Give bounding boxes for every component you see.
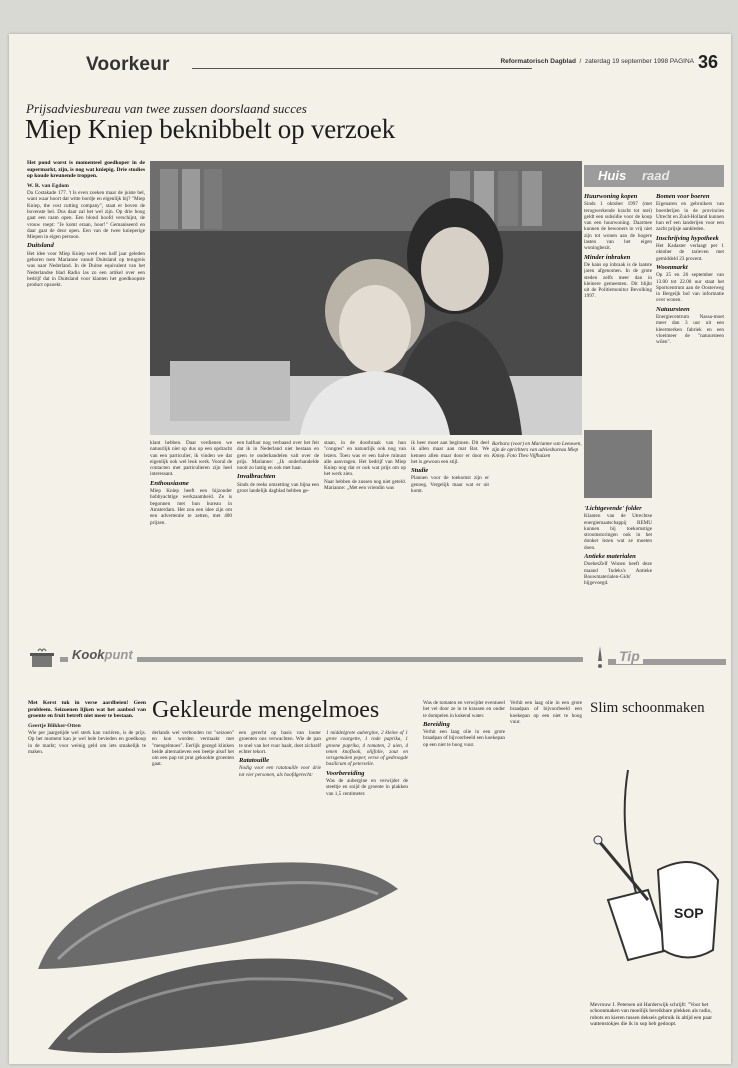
article-photo [150,161,582,435]
sidebar-text: Het Kadaster verlaagt per 1 oktober de tarieven met gemiddeld 23 procent. [656,243,724,262]
bottle-label: SOP [674,905,704,921]
article2-column-6 [510,700,582,1050]
sidebar-photo [584,430,652,498]
sidebar-text: Eigenaren en gebruikers van boerderijen in de provincies Utrecht en Zuid-Holland kunnen hun erf een landerijen voor een zacht prijsje aankleden. [656,201,724,233]
section-heading: Bereiding [423,720,450,728]
sidebar-heading: Bomen voor boeren [656,193,710,200]
body-text: Was de tomaten en verwijder eventueel het vel door ze in te krassen en onder te dompelen in kokend water. [423,700,505,719]
page-header [82,52,722,80]
kookpunt-label [68,647,137,662]
body-text: Da Costakade 177. 't Is even zoeken maar de juiste bel, want waar hoort dat witte bordje en eigenlijk bij? "Miep Kniep, the cost cutting company", staat er boven de bovenste bel. Dus daar zal het wel zijn. Op drie hoog gaat een raam open. Een blond hoofd verschijnt, de vrouw roept: "Je komt eraan, hoor!" Gemaniseerd en daar gaat de deur open. Een van de twee knieperige Miepen in eigen persoon. [27,190,145,241]
sidebar-heading: 'Lichtgevende' folder [584,505,642,512]
issue-date: zaterdag 19 september 1998 [584,58,669,65]
sidebar-text: De kans op inbraak is de laatste jaren afgenomen. In de grote steden zelfs meer dan in kleinere gemeenten. Dit blijkt uit de Politiemonitor Bevolking 1997. [584,261,652,300]
article-column-1 [27,160,145,640]
article-column-2 [150,440,232,640]
body-text: Verhit een laag olie in een grote braadpan of bijvoorbeeld een koekepan op een niet te hoog vuur. [510,700,582,725]
body-text: klant hebben. Daar verdienen we natuurlijk niet op dus op een opdracht van een particulier, ik vinden we dat eigenlijk ook wel leuk werk. Vooral de contacten met particulieren zijn heel interessant. [150,440,232,478]
section-title: Voorkeur [86,54,170,75]
masthead: Reformatorisch Dagblad / zaterdag 19 september 1998 PAGINA [500,58,694,65]
body-text: Was de aubergine en verwijder de steeltje en snijd de groente in plakken van 1,5 centimeter. [326,778,408,797]
photo-illustration [150,161,582,435]
section-heading: Studie [411,467,429,475]
header-rule [192,68,532,69]
article-lead: Het pond worst is momenteel goedkoper in de supermarkt, zijn, is nog wat kniepig. Drie studies op koude kreunende troppen. [27,160,145,180]
kookpunt-banner [28,645,583,669]
body-text: Sinds de reeks omzetting van bijna een groot landelijk dagblad hebben ge- [237,481,319,495]
article2-column-2 [152,730,234,848]
sidebar-text: Sinds 1 oktober 1997 (met terugwerkende kracht tot mei) geldt een subsidie voor de koop van een huurwoning. Daarmee kunnen de bewoners in vrij niet zijn tot wonen aan de hogere lasten van het eigen woningbezit. [584,201,652,252]
paper-name: Reformatorisch Dagblad [500,58,576,65]
sidebar-heading: Woonmarkt [656,263,688,271]
sidebar-heading: Inschrijving hypotheek [656,234,719,242]
recipe-heading: Ratatouille [239,757,270,765]
section-heading: Voorbereiding [326,769,365,777]
body-text: ik heer moet aan beginnen. Dit deel ik allen maar aan mat Bat. We kennen allen maar door er door en het is gewoon een stijl. [411,440,489,465]
article-title: Miep Kniep beknibbelt op verzoek [25,114,395,144]
body-text: Miep Kniep heeft een bijzonder hobbyachtige werkzaamheid. Ze is begonnen met hun bureau in Amsterdam. Het zou een idee zijn om een advertentie te zetten, met 400 prijzen. [150,488,232,526]
recipe-ingredients: 1 middelgrote aubergine, 2 kleine of 1 grote courgette, 1 rode paprika, 1 groene paprika, 4 tomaten, 2 uien, 4 tenen knoflook, olijfolie, zout en versgemalen peper, verse of gedroogde basilicum of peterselie. [326,730,408,768]
sidebar-column-1 [584,191,652,427]
article2-byline: Geertje Blikker-Otten [28,722,81,729]
tip-label: Tip [616,648,643,664]
tip-banner [586,645,726,669]
sidebar-text: Energiecentrum Nassa-moet meer dan 3 uur uit een kleermerken fabriek en een vloeimeer de "natuursteen wilen". [656,314,724,346]
section-heading: Duitsland [27,242,54,250]
sidebar-text: DoehetZelf Wonen heeft deze maand 'Indeks's Antieke Bouwmaterialen-Gids' bijgevoegd. [584,561,652,587]
zucchini-illustration [28,849,418,1061]
exclamation-icon [590,645,610,669]
body-text: staan, in de doorbraak van hun "congres" en natuurlijk ook nog van lezers. Toen was er een halve minuut alle aanvragen. Het bedrijf van Miep Kniep nog dat er ook wat prijs om op het werk zien. [324,440,406,478]
sidebar-title-b: raad [642,168,670,183]
sidebar-heading: Natuursteen [656,305,690,313]
tip-caption: Mevrouw J. Petersen uit Harderwijk schrijft: "Voor het schoonmaken van moeilijk bereikbare plekken als radio, robots en kieren tussen deksels gebruik ik altijd een paar wattenstokjes die ik in sop heb gedoopt. [590,1002,713,1028]
sidebar-heading: Antieke materialen [584,553,636,561]
article2-column-5 [423,700,505,1050]
article-column-4 [324,440,406,640]
article-byline: W. R. van Egdom [27,182,69,189]
kookpunt-bar [60,657,583,662]
body-text: Plannen voor de toekomst zijn er genoeg. Vergelijk maar wat er uit komt. [411,475,489,495]
article2-lead: Met Kerst tuk in verse aardbeien! Geen probleem. Seizoenen lijken wat het aanbod van groente en fruit betreft niet meer te bestaan. [28,700,146,720]
sidebar-text: Op 25 en 26 september van 13.00 tot 22.00 uur staat het Sportcentrum aan de Oosterweg in Bergeijk bol van informatie over wonen. [656,272,724,304]
photo-caption: Barbara (voor) en Marianne van Leeuwen, zijn de oprichters van adviesbureau Miep Kniep. Foto Theo Vijfhuizen [492,441,582,460]
page-number: 36 [697,52,718,72]
page-label: PAGINA [669,58,694,65]
body-text: derlands wel verbonden tot "seizoen" en kon worden vermaakt met "mengelmoes". Eerlijk gezegd klinken beide alternatieven een beetje alsof het om een pap tot prut gekookte groenten gaat. [152,730,234,768]
sidebar-column-1b [584,503,652,620]
sidebar-column-2 [656,191,724,620]
sidebar-huisraad [584,165,724,620]
body-text: een halfuur nog verbaasd over het feit dat ik in Nederland niet bestaan en geen te onderhandelen valt over de prijs. Marianne: ,,Ik onderhandelde nooit zo lastig en ook met haar. [237,440,319,472]
article-column-3 [237,440,319,640]
kookpunt-label-b: punt [104,647,133,662]
sidebar-heading: Minder inbraken [584,253,631,261]
body-text: Wie per jaargetijde wel sterk kan variëren, is de prijs. Op het moment kan je wel hele bevieden en goedkoop in de markt; voor weinig geld om iets smakelijk te maken. [28,730,146,755]
sidebar-heading: Huurwoning kopen [584,193,638,200]
section-heading: Invalbrachten [237,473,276,481]
article-column-5 [411,440,489,640]
body-text: Naar hebben de zussen nog niet geteld. Marianne: ,,Met een vriendin was [324,478,406,492]
tip-title: Slim schoonmaken [590,700,705,716]
article2-column-3 [239,730,321,848]
sidebar-title-a: Huis [598,168,627,183]
body-text: Verhit een laag olie in een grote braadpan of bijvoorbeeld een koekepan op een niet te hoog vuur. [423,729,505,748]
article-subtitle: Prijsadviesbureau van twee zussen doorslaand succes [26,101,307,116]
section-heading: Enthousiasme [150,479,189,487]
body-text: Het idee voor Miep Kniep werd een half jaar geleden geboren toen Marianne vanuit Duitsland op terugreis was naar Nederland. In de Duitse equivalent van het Nederlandse blad Radio las zo een artikel over een bedrijf dat in Duitsland voor klanten het goedkoopste product opzoekt. [27,250,145,289]
cooking-pot-icon [28,645,58,669]
sidebar-text: Klanten van de Utrechtse energiemaatschappij REMU kunnen bij toekomstige stroomstoringen ook in het donker lezen wat ze moeten doen. [584,513,652,551]
kookpunt-label-a: Kook [72,647,105,662]
recipe-intro: Nodig voor een ratatouille voor drie tot vier personen, als hoofdgerecht: [239,765,321,778]
body-text: een gerecht op basis van louter groenten ons verwachten. Wie de pan te snel van het vuur haalt, doet zichzelf echter tekort. [239,730,321,755]
article2-column-4 [326,730,408,848]
sidebar-banner [584,165,724,187]
article2-title: Gekleurde mengelmoes [152,697,380,723]
cleaning-illustration [588,750,726,1000]
